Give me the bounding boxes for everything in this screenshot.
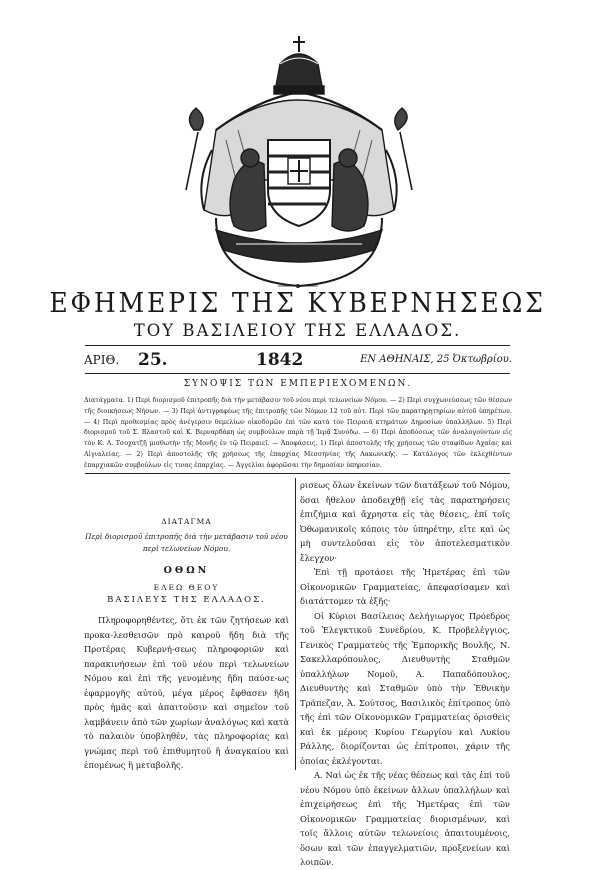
decree-paragraph: Ἐπὶ τῇ προτάσει τῆς Ἡμετέρας ἐπὶ τῶν Οἰκονομικῶν Γραμματείας, ἀπεφασίσαμεν καὶ διατάττομεν τὰ ἑξῆς· [300, 567, 510, 606]
decree-heading: ΔΙΑΤΑΓΜΑ [161, 517, 212, 526]
by-grace-of-god: ΕΛΕΩ ΘΕΟΥ [153, 583, 220, 592]
decree-body-right [300, 478, 510, 870]
king-title: ΒΑΣΙΛΕΥΣ ΤΗΣ ΕΛΛΑΔΟΣ. [107, 595, 266, 605]
issue-number: 25. [138, 350, 168, 370]
rule-top [85, 345, 510, 346]
issue-line [84, 348, 512, 372]
newspaper-title: ΕΦΗΜΕΡΙΣ ΤΗΣ ΚΥΒΕΡΝΗΣΕΩΣ [49, 288, 546, 319]
royal-coat-of-arms-icon [176, 30, 422, 292]
column-separator [295, 478, 296, 770]
rule-under-issue [85, 373, 510, 374]
issue-year: 1842 [256, 350, 304, 370]
decree-paragraph: Πληροφορηθέντες, ὅτι ἐκ τῶν ζητήσεων καὶ προκα-λεσθεισῶν πρὸ καιροῦ ἤδη διὰ τῆς Προτέρας Κυβερνή-σεως πληροφοριῶν καὶ παρακινήσεων ἐπὶ τοῦ νέου περὶ τελωνείων Νόμου καὶ ἐπὶ τῆς γενομένης ἤδη παύσε-ως ἐφαρμογῆς αὐτοῦ, μέγα μέρος ἔφθασεν ἤδη πρὸς ἡμᾶς καὶ ἀπαιτοῦσιν καὶ σημεῖον τοῦ λαμβάνειν ἀπὸ τῶν χωρίων ἀναλόγως καὶ κατὰ τὸ παλαιὸν ὑποβληθέν, τὰς πληροφορίας καὶ γνώμας περὶ τοῦ ἐπιθυμητοῦ ἢ ἀναγκαίου καὶ ἑπομένως ἢ μεταβολῆς. [84, 615, 289, 770]
decree-paragraph: Οἱ Κύριοι Βασίλειος Δελήγιωργος Πρόεδρος τοῦ Ἐλεγκτικοῦ Συνεδρίου, Κ. Προβελέγγιος, Γενικὸς Γραμματεὺς τῆς Ἐμπορικῆς Βουλῆς, Ν. Σακελλαρόπουλος, Διευθυντὴς Σταθμῶν ὑπαλλήλων Νομοῦ, Α. Παπαδόπουλος, Διευθυντὴς καὶ Σταθμῶν ὑπὸ τὴν Ἐθνικὴν Τράπεζαν, Ἀ. Σούτσος, Βασιλικὸς ἐπίτροπος ὑπὸ τῆς ἐπὶ τῶν Οἰκονομικῶν Γραμματείας ὁρισθεὶς καὶ ἐκ μέρους Κυρίου Γεωργίου καὶ Λυκίου Ράλλης, διορίζονται ὡς ἐπίτροποι, χάριν τῆς ὁποίας ἐκλέγονται. [300, 610, 510, 766]
summary-text [84, 396, 512, 472]
issue-number-label: ΑΡΙΘ. [84, 353, 120, 367]
rule-above-columns [85, 473, 510, 474]
summary-title: ΣΥΝΟΨΙΣ ΤΩΝ ΕΜΠΕΡΙΕΧΟΜΕΝΩΝ. [183, 379, 413, 389]
summary-paragraph: Διατάγματα. 1) Περὶ διορισμοῦ ἐπιτροπῆς διὰ τὴν μετάβασιν τοῦ νέου περὶ τελωνείων Νόμου. — 2) Περὶ συγχωνεύσεως τῶν θέσεων τῆς διοικήσεως Νήσων. — 3) Περὶ ἀντιγραφέως τῆς ἐπιτροπῆς τῶν Νόμων 12 τοῦ αὐτ. Περὶ τῶν παρατηρητηρίων αὐτοῦ ὑπηρέτων. — 4) Περὶ προθεσμίας πρὸς ἀνέγερσιν θεμελίων οἰκοδομῶν ἐπὶ τῶν κατὰ τὸν Πειραιᾶ κτημάτων Δημοσίων ὑπαλλήλων. 5) Περὶ διορισμοῦ τοῦ Σ. Βλαστοῦ καὶ Κ. Βερναρδάκη ὡς συμβούλων παρὰ τῇ Ἱερᾷ Συνόδῳ. — 6) Περὶ ἀποδόσεως τῶν ἀναλογούντων εἰς τὸν Κ. Α. Τσοχατζῆ μισθωτὴν τῆς Μονῆς ἐν τῷ Πειραιεῖ. — Ἀποφάσεις. 1) Περὶ ἀποστολῆς τῆς χρήσεως τῶν σταφίδων Ἀχαΐας καὶ Αἰγιαλείας. — 2) Περὶ ἀποστολῆς τῆς χρήσεως τῆς ἐπαρχίας Μεσσηνίας τῆς Λακωνικῆς. — Κατάλογος τῶν ἐκλεχθέντων ἐπαρχιακῶν συμβούλων εἰς τινας ἐπαρχίας. — Ἀγγελίαι ἀφορῶσαι τὴν δημοσίαν ὑπηρεσίαν. [84, 397, 512, 469]
decree-paragraph: Α. Ναὶ ὡς ἐκ τῆς νέας θέσεως καὶ τὰς ἐπὶ τοῦ νέου Νόμου ὑπὸ ἐκείνων ἄλλων ὑπαλλήλων καὶ ἐπιχειρήσεως ἐπὶ τῆς Ἡμετέρας ἐπὶ τῶν Οἰκονομικῶν Γραμματείας διορισμένων, καὶ τοῖς ἄλλοις αὐτῶν τελωνείοις ἀπαιτουμένοις, ὅσων καὶ τῶν ἐπαγγελματιῶν, προξενείων καὶ λοιπῶν. [300, 770, 510, 867]
newspaper-subtitle: ΤΟΥ ΒΑΣΙΛΕΙΟΥ ΤΗΣ ΕΛΛΑΔΟΣ. [133, 321, 462, 340]
issue-place-date: ΕΝ ΑΘΗΝΑΙΣ, 25 Ὀκτωβρίου. [360, 354, 512, 365]
decree-subject: Περὶ διορισμοῦ ἐπιτροπῆς διὰ τὴν μετάβασιν τοῦ νέου περὶ τελωνείων Νόμου. [85, 532, 288, 553]
king-name: ΟΘΩΝ [163, 565, 210, 576]
decree-body-left [84, 613, 289, 773]
decree-paragraph: ρισεως ὅλων ἐκείνων τῶν διατάξεων τοῦ Νόμου, ὅσαι ἤθελον ἀποδειχθῇ εἰς τὰς παρατηρήσεις ἐπιζήμια καὶ ἄχρηστα εἰς τὰς θέσεις, ἐπί τοῖς Ὀθωμανικοῖς κόποις τὸν ὑπηρέτην, εἴτε καὶ ὡς μὴ συντελοῦσαι εἰς τὸν ἀποτελεσματικὸν ἔλεγχον· [300, 480, 510, 563]
